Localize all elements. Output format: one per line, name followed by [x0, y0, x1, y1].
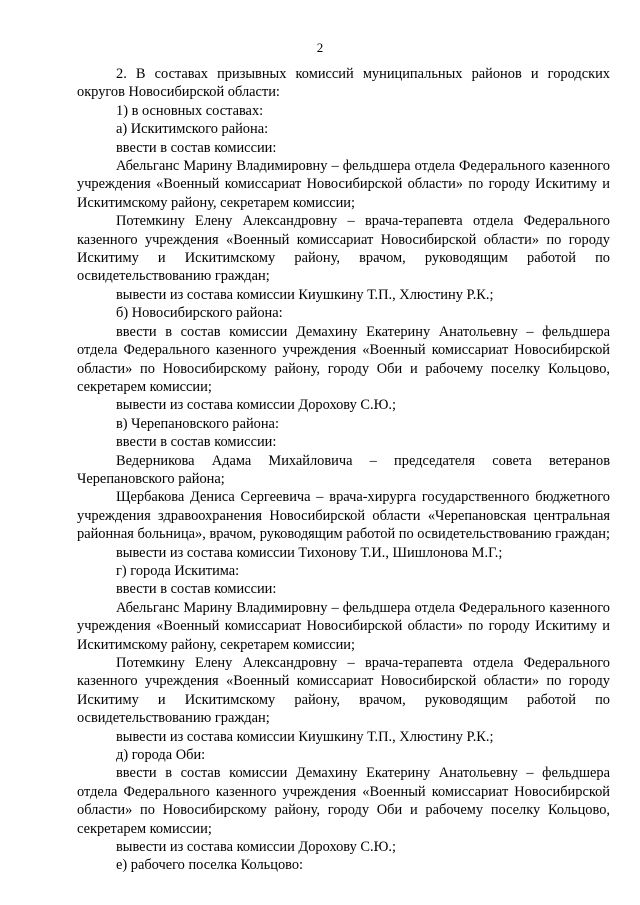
paragraph: Щербакова Дениса Сергеевича – врача-хирурга государственного бюджетного учреждения здравоохранения Новосибирской области «Черепановская центральная районная больница», врачом, руководящим работой по освидетельствованию граждан;: [77, 489, 610, 543]
paragraph: б) Новосибирского района:: [116, 305, 283, 322]
paragraph: ввести в состав комиссии Демахину Екатерину Анатольевну – фельдшера отдела Федерального казенного учреждения «Военный комиссариат Новосибирской области» по Новосибирскому району, городу Оби и рабочему поселку Кольцово, секретарем комиссии;: [77, 323, 610, 395]
page-number: 2: [316, 40, 324, 55]
paragraph: Абельганс Марину Владимировну – фельдшера отдела Федерального казенного учреждения «Военный комиссариат Новосибирской области» по городу Искитиму и Искитимскому району, секретарем комиссии;: [77, 599, 610, 653]
paragraph: д) города Оби:: [116, 747, 206, 764]
document-body: [77, 65, 610, 875]
paragraph: вывести из состава комиссии Дорохову С.Ю.;: [116, 839, 396, 856]
paragraph: ввести в состав комиссии:: [116, 434, 277, 451]
paragraph: вывести из состава комиссии Киушкину Т.П., Хлюстину Р.К.;: [116, 286, 494, 303]
paragraph: ввести в состав комиссии:: [116, 139, 277, 156]
paragraph: г) города Искитима:: [116, 562, 240, 579]
paragraph: Ведерникова Адама Михайловича – председателя совета ветеранов Черепановского района;: [77, 452, 610, 487]
paragraph: 2. В составах призывных комиссий муниципальных районов и городских округов Новосибирской области:: [77, 66, 610, 101]
paragraph: в) Черепановского района:: [116, 415, 279, 432]
paragraph: вывести из состава комиссии Киушкину Т.П., Хлюстину Р.К.;: [116, 728, 494, 745]
paragraph: вывести из состава комиссии Тихонову Т.И., Шишлонова М.Г.;: [116, 544, 503, 561]
paragraph: 1) в основных составах:: [116, 102, 264, 119]
paragraph: а) Искитимского района:: [116, 121, 269, 138]
paragraph: Абельганс Марину Владимировну – фельдшера отдела Федерального казенного учреждения «Военный комиссариат Новосибирской области» по городу Искитиму и Искитимскому району, секретарем комиссии;: [77, 158, 610, 211]
paragraph: ввести в состав комиссии Демахину Екатерину Анатольевну – фельдшера отдела Федерального казенного учреждения «Военный комиссариат Новосибирской области» по Новосибирскому району, городу Оби и рабочему поселку Кольцово, секретарем комиссии;: [77, 765, 610, 837]
paragraph: ввести в состав комиссии:: [116, 581, 277, 598]
paragraph: вывести из состава комиссии Дорохову С.Ю.;: [116, 397, 396, 414]
paragraph: е) рабочего поселка Кольцово:: [116, 857, 304, 874]
paragraph: Потемкину Елену Александровну – врача-терапевта отдела Федерального казенного учреждения «Военный комиссариат Новосибирской области» по городу Искитиму и Искитимскому району, врачом, руководящим работой по освидетельствованию граждан;: [77, 655, 610, 727]
paragraph: Потемкину Елену Александровну – врача-терапевта отдела Федерального казенного учреждения «Военный комиссариат Новосибирской области» по городу Искитиму и Искитимскому району, врачом, руководящим работой по освидетельствованию граждан;: [77, 213, 610, 285]
